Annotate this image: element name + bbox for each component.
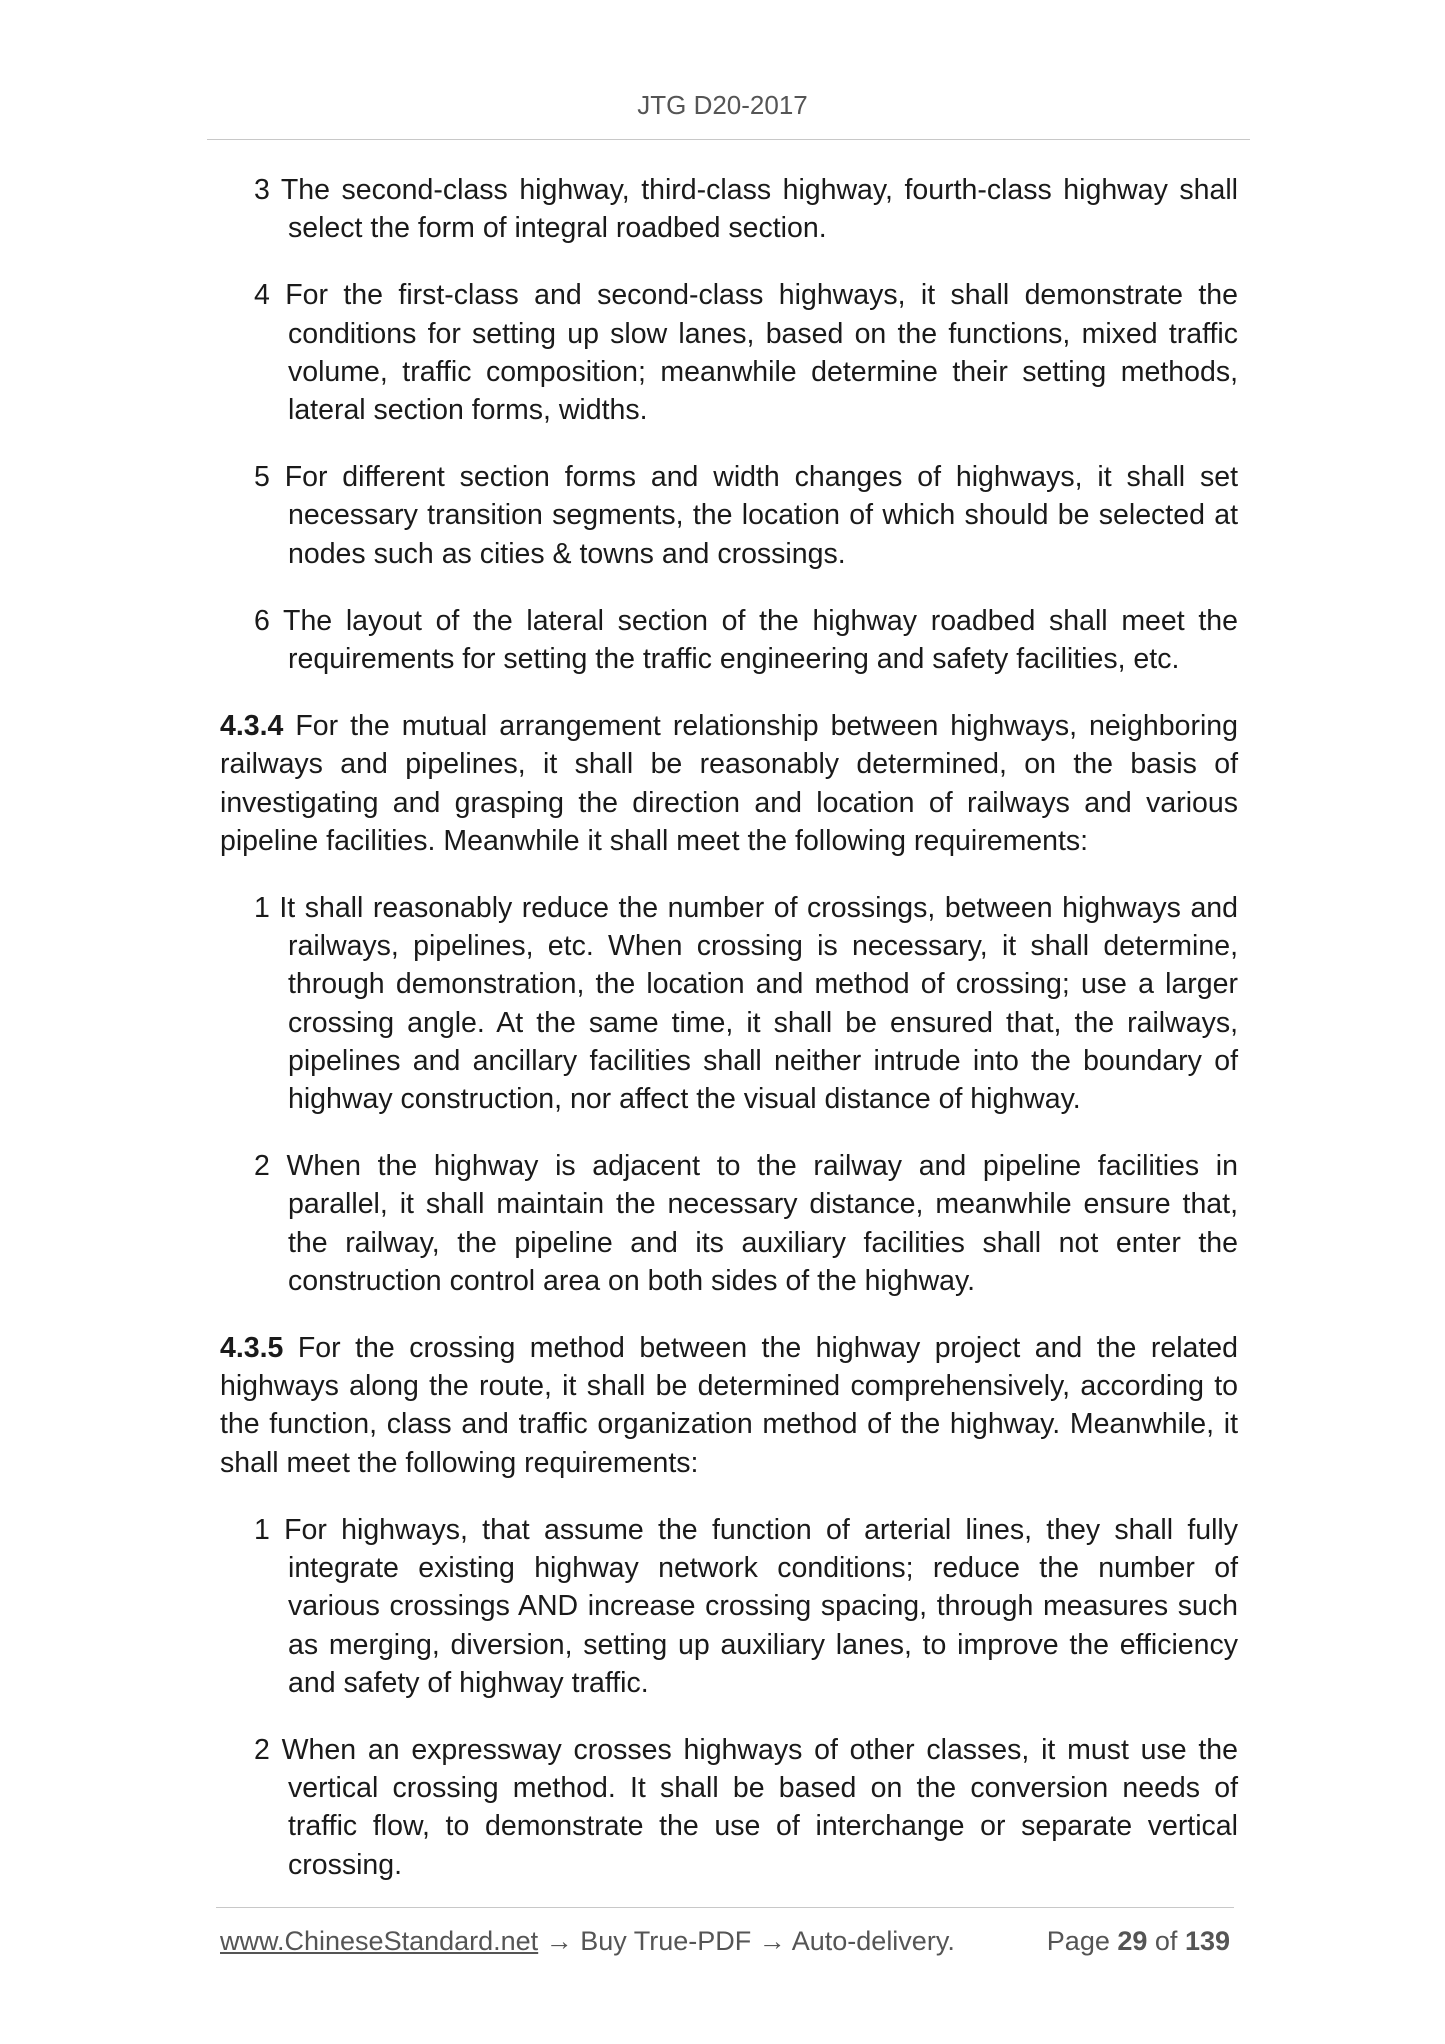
clause-4-3-5 [220, 1329, 1238, 1482]
footer-divider [216, 1907, 1234, 1908]
list-item: 4 For the first-class and second-class highways, it shall demonstrate the conditions for setting up slow lanes, based on the functions, mixed traffic volume, traffic composition; meanwhile determine their setting methods, lateral section forms, widths. [254, 279, 1238, 427]
header-divider [207, 139, 1250, 140]
clause-4-3-4 [220, 707, 1238, 860]
page-footer [220, 1926, 1230, 1957]
page-indicator [1047, 1926, 1230, 1957]
list-item: 6 The layout of the lateral section of the highway roadbed shall meet the requirements for setting the traffic engineering and safety facilities, etc. [254, 604, 1238, 676]
page-label: Page [1046, 1926, 1118, 1956]
current-page-number: 29 [1117, 1926, 1148, 1956]
total-pages: 139 [1184, 1926, 1230, 1956]
clause-number: 4.3.5 [220, 1332, 284, 1365]
list-item: 1 It shall reasonably reduce the number of crossings, between highways and railways, pipelines, etc. When crossing is necessary, it shall determine, through demonstration, the location and method of crossing; use a larger crossing angle. At the same time, it shall be ensured that, the railways, pipelines and ancillary facilities shall neither intrude into the boundary of highway construction, nor affect the visual distance of highway. [254, 892, 1238, 1116]
clause-text: For the mutual arrangement relationship between highways, neighboring railways and pipelines, it shall be reasonably determined, on the basis of investigating and grasping the direction and location of railways and various pipeline facilities. Meanwhile it shall meet the following requirements: [220, 710, 1238, 857]
footer-tagline: → Buy True-PDF → Auto-delivery. [538, 1926, 955, 1956]
clause-text: For the crossing method between the highway project and the related highways along the route, it shall be determined comprehensively, according to the function, class and traffic organization method of the highway. Meanwhile, it shall meet the following requirements: [220, 1332, 1238, 1479]
document-body [220, 171, 1238, 1913]
list-item: 5 For different section forms and width changes of highways, it shall set necessary transition segments, the location of which should be selected at nodes such as cities & towns and crossings. [254, 461, 1238, 570]
footer-promo [220, 1926, 955, 1957]
list-item: 2 When the highway is adjacent to the railway and pipeline facilities in parallel, it shall maintain the necessary distance, meanwhile ensure that, the railway, the pipeline and its auxiliary facilities shall not enter the construction control area on both sides of the highway. [254, 1150, 1238, 1297]
list-item: 2 When an expressway crosses highways of other classes, it must use the vertical crossing method. It shall be based on the conversion needs of traffic flow, to demonstrate the use of interchange or separate vertical crossing. [254, 1733, 1238, 1881]
list-item: 3 The second-class highway, third-class highway, fourth-class highway shall select the form of integral roadbed section. [254, 174, 1238, 245]
clause-number: 4.3.4 [220, 710, 284, 743]
website-link[interactable]: www.ChineseStandard.net [220, 1926, 539, 1956]
of-label: of [1147, 1926, 1185, 1956]
page-header-title: JTG D20-2017 [637, 90, 808, 120]
list-item: 1 For highways, that assume the function of arterial lines, they shall fully integrate existing highway network conditions; reduce the number of various crossings AND increase crossing spacing, through measures such as merging, diversion, setting up auxiliary lanes, to improve the efficiency and safety of highway traffic. [254, 1513, 1238, 1699]
